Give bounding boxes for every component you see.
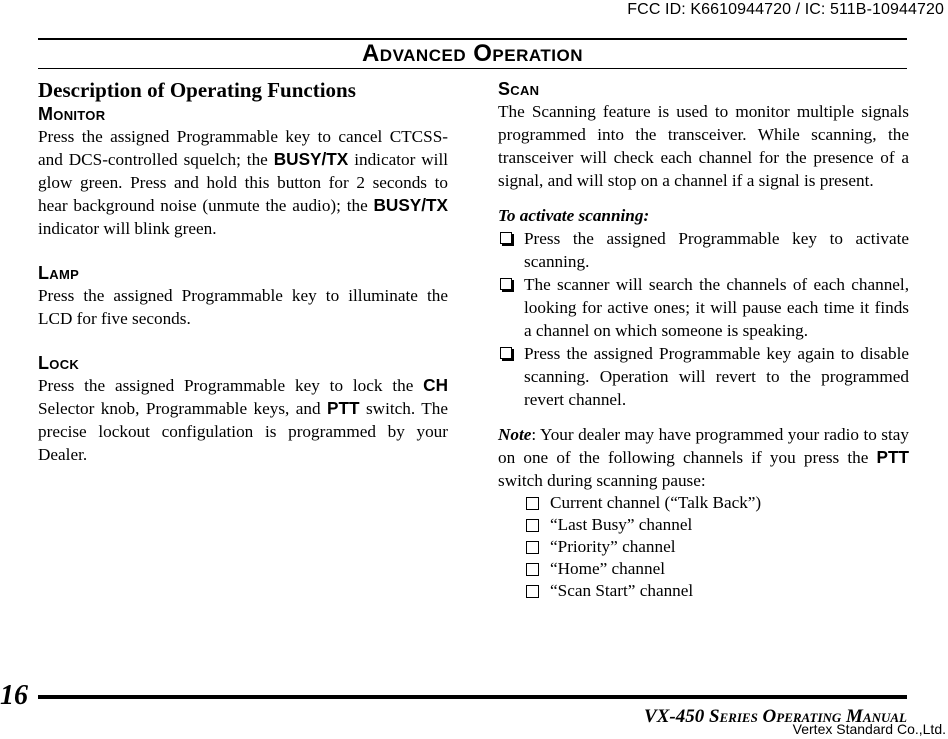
list-item: Press the assigned Programmable key to activate scanning. bbox=[498, 227, 909, 273]
header-rule bbox=[38, 68, 907, 69]
lamp-text: Press the assigned Programmable key to illuminate the LCD for five seconds. bbox=[38, 286, 448, 328]
channel-list bbox=[526, 492, 909, 602]
note-label: Note bbox=[498, 425, 532, 444]
busy-tx-label: BUSY/TX bbox=[373, 195, 448, 215]
list-item: The scanner will search the channels of each channel, looking for active ones; it will pause each time it finds a channel on which someone is speaking. bbox=[498, 273, 909, 342]
left-column bbox=[38, 74, 448, 466]
list-item: “Priority” channel bbox=[526, 536, 909, 558]
chapter-header: Advanced Operation bbox=[361, 40, 584, 67]
manual-title: VX-450 Series Operating Manual bbox=[644, 706, 907, 727]
note-text: Note: Your dealer may have programmed your radio to stay on one of the following channels if you press the PTT switch during scanning pause: bbox=[498, 425, 909, 490]
section-title: Description of Operating Functions bbox=[38, 78, 356, 102]
monitor-heading: Monitor bbox=[38, 104, 106, 124]
square-bullet-icon bbox=[526, 519, 539, 532]
scan-heading: Scan bbox=[498, 79, 540, 99]
list-item: “Home” channel bbox=[526, 558, 909, 580]
activate-scanning-heading: To activate scanning: bbox=[498, 206, 650, 225]
checkbox-bullet-icon bbox=[500, 232, 512, 244]
checkbox-bullet-icon bbox=[500, 347, 512, 359]
ch-label: CH bbox=[423, 375, 448, 395]
page-number: 16 bbox=[0, 680, 28, 711]
monitor-text: Press the assigned Programmable key to cancel CTCSS- and DCS-controlled squelch; the BUSY/TX indicator will glow green. Press and hold this button for 2 seconds to hear background noise (unmute the audio); the BUSY/TX indicator will blink green. bbox=[38, 127, 449, 238]
list-item: Press the assigned Programmable key again to disable scanning. Operation will revert to the programmed revert channel. bbox=[498, 342, 909, 411]
lock-heading: Lock bbox=[38, 353, 80, 373]
square-bullet-icon bbox=[526, 497, 539, 510]
scan-text: The Scanning feature is used to monitor multiple signals programmed into the transceiver. While scanning, the transceiver will check each channel for the presence of a signal, and will stop on a channel if a signal is present. bbox=[498, 102, 909, 190]
square-bullet-icon bbox=[526, 563, 539, 576]
lock-text: Press the assigned Programmable key to lock the CH Selector knob, Programmable keys, and PTT switch. The precise lockout configulation is programmed by your Dealer. bbox=[38, 375, 448, 464]
list-item: “Scan Start” channel bbox=[526, 580, 909, 602]
square-bullet-icon bbox=[526, 541, 539, 554]
scan-steps-list bbox=[498, 227, 909, 411]
list-item: “Last Busy” channel bbox=[526, 514, 909, 536]
square-bullet-icon bbox=[526, 585, 539, 598]
busy-tx-label: BUSY/TX bbox=[273, 149, 349, 169]
footer-rule bbox=[38, 695, 907, 699]
list-item: Current channel (“Talk Back”) bbox=[526, 492, 909, 514]
lamp-heading: Lamp bbox=[38, 263, 80, 283]
checkbox-bullet-icon bbox=[500, 278, 512, 290]
right-column bbox=[498, 74, 909, 602]
fcc-id-label: FCC ID: K6610944720 / IC: 511B-10944720 bbox=[627, 1, 944, 18]
ptt-label: PTT bbox=[876, 447, 909, 467]
vendor-label: Vertex Standard Co.,Ltd. bbox=[792, 721, 946, 737]
ptt-label: PTT bbox=[327, 398, 360, 418]
